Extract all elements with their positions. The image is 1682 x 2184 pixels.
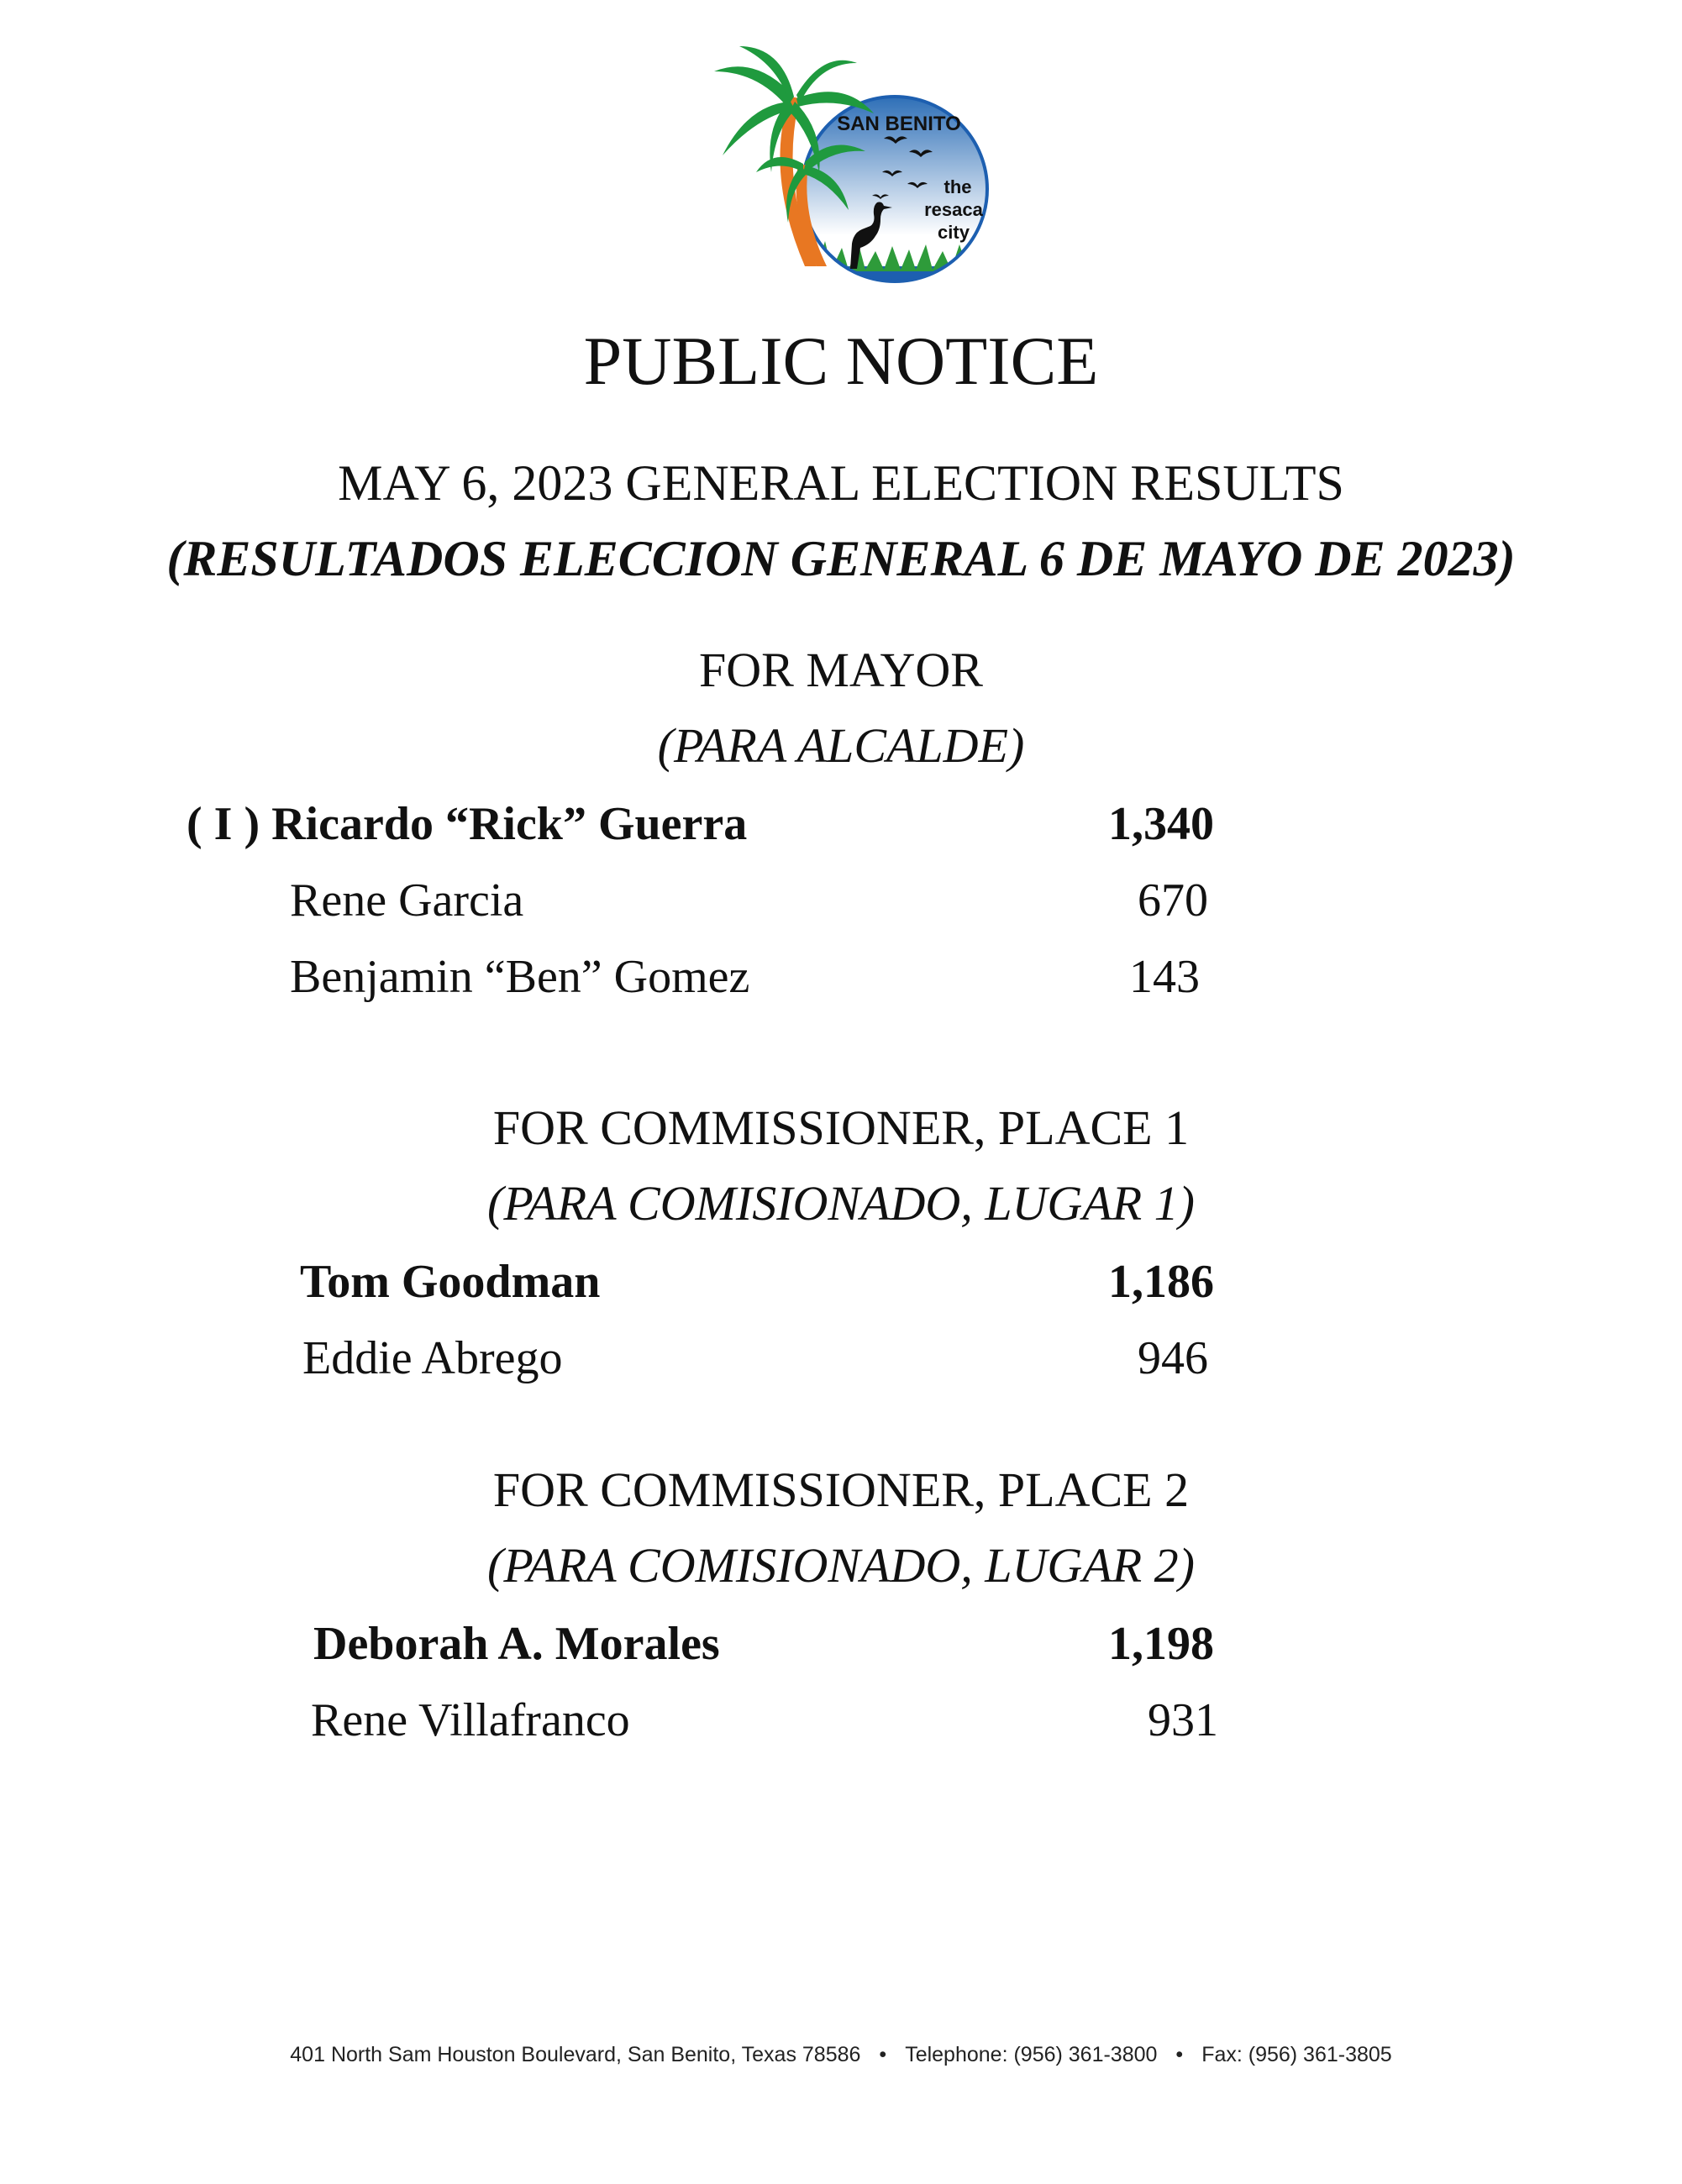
footer-separator: • [1175, 2043, 1184, 2066]
candidate-name: Tom Goodman [300, 1256, 601, 1308]
logo-text-city: city [938, 222, 970, 243]
logo-text-the: the [943, 176, 972, 197]
candidate-votes: 670 [1138, 874, 1208, 927]
candidate-votes: 143 [1129, 951, 1200, 1003]
election-heading: MAY 6, 2023 GENERAL ELECTION RESULTS [338, 455, 1344, 511]
section-subtitle-mayor: (PARA ALCALDE) [657, 718, 1025, 773]
footer-separator: • [879, 2043, 887, 2066]
footer-address: 401 North Sam Houston Boulevard, San Benito, Texas 78586 [290, 2043, 861, 2066]
candidate-votes: 1,198 [1108, 1618, 1214, 1670]
candidate-name: Rene Garcia [290, 874, 524, 927]
candidate-votes: 1,186 [1108, 1256, 1214, 1308]
section-title-commissioner-2: FOR COMMISSIONER, PLACE 2 [492, 1462, 1190, 1517]
candidate-votes: 946 [1138, 1332, 1208, 1384]
logo-text-san-benito: SAN BENITO [837, 113, 961, 135]
section-subtitle-commissioner-1: (PARA COMISIONADO, LUGAR 1) [487, 1176, 1195, 1231]
candidate-name: Deborah A. Morales [313, 1618, 720, 1670]
section-title-commissioner-1: FOR COMMISSIONER, PLACE 1 [492, 1100, 1190, 1155]
logo-text-resaca: resaca [924, 199, 983, 220]
election-heading-spanish: (RESULTADOS ELECCION GENERAL 6 DE MAYO DE 2023) [166, 531, 1516, 586]
san-benito-logo [664, 46, 1000, 290]
footer-contact [0, 2040, 1682, 2070]
footer-telephone: Telephone: (956) 361-3800 [905, 2043, 1158, 2066]
candidate-name: Rene Villafranco [311, 1694, 630, 1746]
candidate-name: Eddie Abrego [302, 1332, 563, 1384]
candidate-name: ( I ) Ricardo “Rick” Guerra [187, 798, 748, 850]
footer-fax: Fax: (956) 361-3805 [1201, 2043, 1392, 2066]
section-subtitle-commissioner-2: (PARA COMISIONADO, LUGAR 2) [487, 1538, 1195, 1593]
section-title-mayor: FOR MAYOR [699, 643, 983, 697]
candidate-votes: 931 [1148, 1694, 1218, 1746]
page-title: PUBLIC NOTICE [583, 323, 1099, 399]
candidate-votes: 1,340 [1108, 798, 1214, 850]
candidate-name: Benjamin “Ben” Gomez [290, 951, 750, 1003]
